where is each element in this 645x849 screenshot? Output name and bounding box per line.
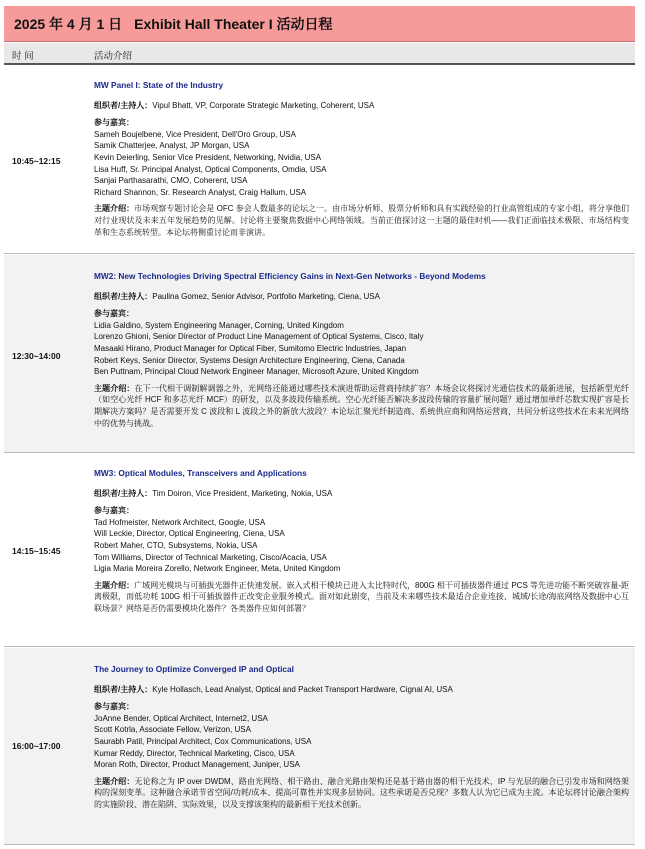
guests-label: 参与嘉宾： <box>94 702 134 712</box>
organizer-label: 组织者/主持人： <box>94 488 153 498</box>
intro-label: 主题介绍： <box>94 580 135 590</box>
guest-item: Robert Maher, CTO, Subsystems, Nokia, USA <box>94 540 258 550</box>
page-header <box>4 6 635 42</box>
guest-item: Lisa Huff, Sr. Principal Analyst, Optical Components, Omdia, USA <box>94 164 327 174</box>
organizer-value: Vipul Bhatt, VP, Corporate Strategic Marketing, Coherent, USA <box>152 100 375 110</box>
session-row <box>4 66 635 254</box>
guests-label: 参与嘉宾： <box>94 309 134 319</box>
column-time: 时 间 <box>12 51 34 62</box>
organizer-value: Paulina Gomez, Senior Advisor, Portfolio Marketing, Ciena, USA <box>152 291 380 301</box>
session-intro <box>94 383 629 429</box>
organizer-value: Kyle Hollasch, Lead Analyst, Optical and Packet Transport Hardware, Cignal AI, USA <box>152 684 453 694</box>
guest-item: Lidia Galdino, System Engineering Manager, Corning, United Kingdom <box>94 320 344 330</box>
guest-item: Moran Roth, Director, Product Management, Juniper, USA <box>94 760 300 770</box>
session-time: 16:00~17:00 <box>12 741 61 751</box>
session-row <box>4 454 635 647</box>
guest-item: Sanjai Parthasarathi, CMO, Coherent, USA <box>94 176 248 186</box>
guest-item: Lorenzo Ghioni, Senior Director of Product Line Management of Optical Systems, Cisco, Italy <box>94 332 424 342</box>
session-intro <box>94 580 629 615</box>
guest-item: Kevin Deierling, Senior Vice President, Networking, Nvidia, USA <box>94 152 322 162</box>
header-date: 2025 年 4 月 1 日 <box>14 15 123 32</box>
guest-item: Sameh Boujelbene, Vice President, Dell'Oro Group, USA <box>94 129 296 139</box>
column-header <box>4 43 635 65</box>
session-time: 10:45~12:15 <box>12 156 61 166</box>
session-organizer <box>94 100 629 112</box>
session-content <box>94 468 629 615</box>
session-title: MW Panel I: State of the Industry <box>94 80 224 90</box>
guest-item: Will Leckie, Director, Optical Engineering, Ciena, USA <box>94 529 285 539</box>
guest-item: Samik Chatterjee, Analyst, JP Morgan, USA <box>94 141 250 151</box>
session-title: MW2: New Technologies Driving Spectral Efficiency Gains in Next-Gen Networks - Beyond Modems <box>94 271 486 281</box>
guest-item: Tom Williams, Director of Technical Marketing, Cisco/Acacia, USA <box>94 552 327 562</box>
organizer-label: 组织者/主持人： <box>94 100 153 110</box>
intro-label: 主题介绍： <box>94 383 135 393</box>
guest-item: Ligia Maria Moreira Zorello, Network Engineer, Meta, United Kingdom <box>94 564 341 574</box>
guest-item: Saurabh Patil, Principal Architect, Cox Communications, USA <box>94 736 312 746</box>
intro-text: 市场观察专题讨论会是 OFC 参会人数最多的论坛之一。由市场分析师、股票分析师和具有实践经验的行业高管组成的专家小组，将分享他们对行业现状及未来五年发展趋势的见解。讨论将主要聚焦数据中心网络领域。当前正值探讨这一主题的最佳时机——我们正面临技术极限、市场结构变革和生态系统转型。本论坛将侧重讨论而非演讲。 <box>94 204 630 237</box>
intro-text: 广域网光模块与可插拔光器件正快速发展。嵌入式相干模块已进入太比特时代，800G 相干可插拔器件通过 PCS 等先进功能不断突破容量-距离极限，而低功耗 100G 相干可插拔器件正改变企业服务模式。面对如此剧变，当前及未来哪些技术最适合企业连接、城域/长途/海底网络及数据中心互联场景？网络是否仍需要模块化器件？各类器件应如何部署？ <box>94 580 629 613</box>
organizer-value: Tim Doiron, Vice President, Marketing, Nokia, USA <box>152 488 333 498</box>
session-content <box>94 271 629 429</box>
session-intro <box>94 203 629 238</box>
column-content: 活动介绍 <box>94 51 133 62</box>
session-title: MW3: Optical Modules, Transceivers and Applications <box>94 468 307 478</box>
session-organizer <box>94 488 629 500</box>
session-row <box>4 255 635 453</box>
intro-label: 主题介绍： <box>94 776 135 786</box>
organizer-label: 组织者/主持人： <box>94 291 153 301</box>
session-title: The Journey to Optimize Converged IP and Optical <box>94 664 294 674</box>
guests-label: 参与嘉宾： <box>94 506 134 516</box>
intro-label: 主题介绍： <box>94 204 135 214</box>
guest-item: Masaaki Hirano, Product Manager for Optical Fiber, Sumitomo Electric Industries, Japan <box>94 343 407 353</box>
session-content <box>94 80 629 238</box>
intro-text: 无论称之为 IP over DWDM、路由光网络、相干路由、融合光路由架构还是基于路由器的相干光技术，IP 与光层的融合已引发市场和网络架构的深刻变革。这种融合承诺节省空间/功耗/成本、提高可靠性并实现多层协同。这些承诺是否兑现？多数人认为它已成为主流。本论坛将讨论融合架构的实施阶段、潜在陷阱、实际效果，以及支撑该架构的最新相干光技术创新。 <box>94 776 630 809</box>
session-content <box>94 664 629 811</box>
guest-item: Ben Puttnam, Principal Cloud Network Engineer Manager, Microsoft Azure, United Kingdom <box>94 367 419 377</box>
session-organizer <box>94 291 629 303</box>
guest-item: Kumar Reddy, Director, Technical Marketing, Cisco, USA <box>94 748 295 758</box>
guest-item: Robert Keys, Senior Director, Systems Design Architecture Engineering, Ciena, Canada <box>94 355 405 365</box>
session-row <box>4 648 635 845</box>
session-time: 12:30~14:00 <box>12 351 61 361</box>
session-organizer <box>94 684 629 696</box>
session-intro <box>94 776 629 811</box>
guest-item: Tad Hofmeister, Network Architect, Google, USA <box>94 517 266 527</box>
guests-label: 参与嘉宾： <box>94 118 134 128</box>
header-title: Exhibit Hall Theater I 活动日程 <box>134 15 333 32</box>
intro-text: 在下一代相干调制解调器之外，光网络还能通过哪些技术演进帮助运营商持续扩容？本场会议将探讨光通信技术的最新进展，包括新型光纤（如空心光纤 HCF 和多芯光纤 MCF）的研发，以及多波段传输系统。空心光纤能否解决多波段传输的容量扩展问题？通过增加单纤芯数实现扩容是长期解决方案吗？是否需要开发 C 波段和 L 波段之外的新放大波段？本论坛汇聚光纤制造商、系统供应商和网络运营商，共同分析这些技术在未来光网络中的优势与挑战。 <box>94 383 630 428</box>
guest-item: JoAnne Bender, Optical Architect, Internet2, USA <box>94 713 268 723</box>
guest-item: Richard Shannon, Sr. Research Analyst, Craig Hallum, USA <box>94 187 307 197</box>
session-time: 14:15~15:45 <box>12 546 61 556</box>
guest-item: Scott Kotrla, Associate Fellow, Verizon, USA <box>94 725 251 735</box>
organizer-label: 组织者/主持人： <box>94 684 153 694</box>
